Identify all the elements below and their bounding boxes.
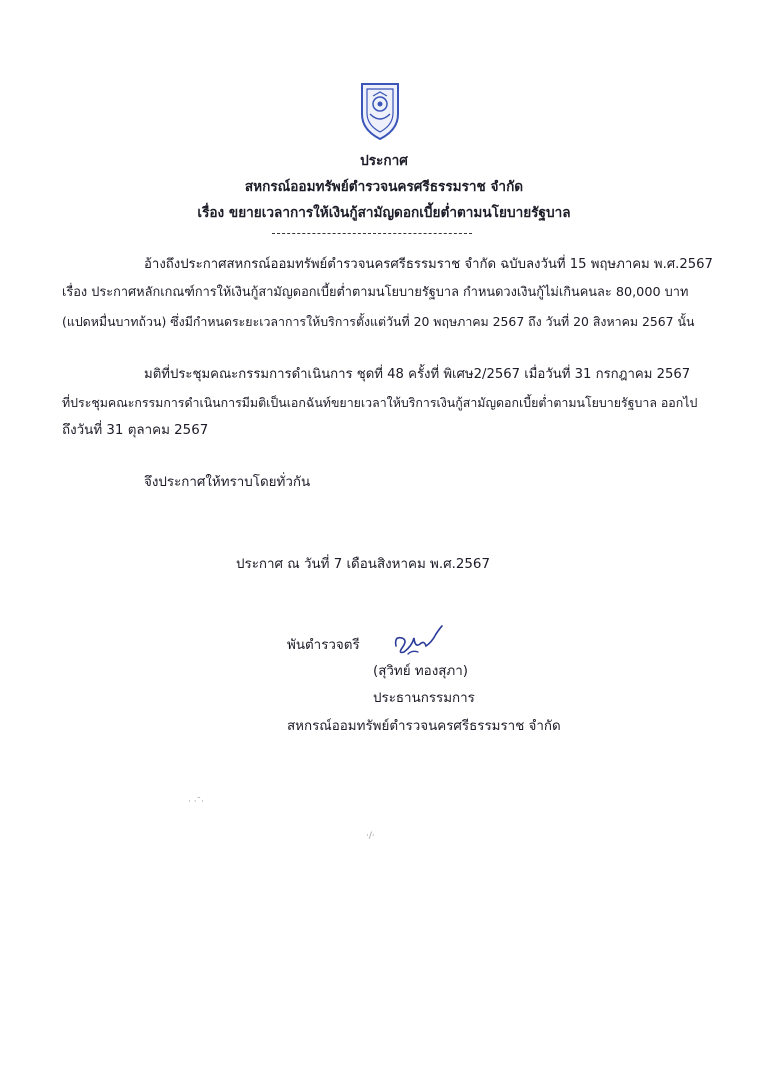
heading: ประกาศ — [360, 153, 408, 169]
announcement-date: ประกาศ ณ วันที่ 7 เดือนสิงหาคม พ.ศ.2567 — [236, 557, 490, 572]
organization-name: สหกรณ์ออมทรัพย์ตำรวจนครศรีธรรมราช จำกัด — [244, 179, 524, 195]
paragraph-3: จึงประกาศให้ทราบโดยทั่วกัน — [144, 475, 311, 490]
paragraph-2-line-1: มติที่ประชุมคณะกรรมการดำเนินการ ชุดที่ 48 ครั้งที่ พิเศษ2/2567 เมื่อวันที่ 31 กรกฎาคม 2567 — [144, 367, 691, 382]
paragraph-1-line-2: เรื่อง ประกาศหลักเกณฑ์การให้เงินกู้สามัญดอกเบี้ยต่ำตามนโยบายรัฐบาล กำหนดวงเงินกู้ไม่เกินคนละ 80,000 บาท — [62, 285, 689, 300]
signer-name: (สุวิทย์ ทองสุภา) — [373, 664, 468, 679]
handwritten-signature-icon — [388, 624, 448, 664]
paragraph-2-line-2: ที่ประชุมคณะกรรมการดำเนินการมีมติเป็นเอกฉันท์ขยายเวลาให้บริการเงินกู้สามัญดอกเบี้ยต่ำตามนโยบายรัฐบาล ออกไป — [62, 395, 698, 410]
paragraph-1-line-3: (แปดหมื่นบาทถ้วน) ซึ่งมีกำหนดระยะเวลาการให้บริการตั้งแต่วันที่ 20 พฤษภาคม 2567 ถึง วันที่ 20 สิงหาคม 2567 นั้น — [62, 314, 695, 329]
paragraph-1-line-1: อ้างถึงประกาศสหกรณ์ออมทรัพย์ตำรวจนครศรีธรรมราช จำกัด ฉบับลงวันที่ 15 พฤษภาคม พ.ศ.2567 — [144, 257, 713, 272]
police-cooperative-emblem-icon — [356, 80, 404, 142]
scan-speck: · ·˘· — [188, 797, 204, 807]
scan-speck: ·/· — [366, 831, 375, 841]
separator-line — [272, 233, 472, 234]
paragraph-2-line-3: ถึงวันที่ 31 ตุลาคม 2567 — [62, 423, 209, 438]
signer-position: ประธานกรรมการ — [373, 691, 475, 706]
signer-rank: พันตำรวจตรี — [287, 638, 360, 653]
subject-line: เรื่อง ขยายเวลาการให้เงินกู้สามัญดอกเบี้ยต่ำตามนโยบายรัฐบาล — [197, 205, 571, 221]
signer-organization: สหกรณ์ออมทรัพย์ตำรวจนครศรีธรรมราช จำกัด — [287, 719, 561, 734]
